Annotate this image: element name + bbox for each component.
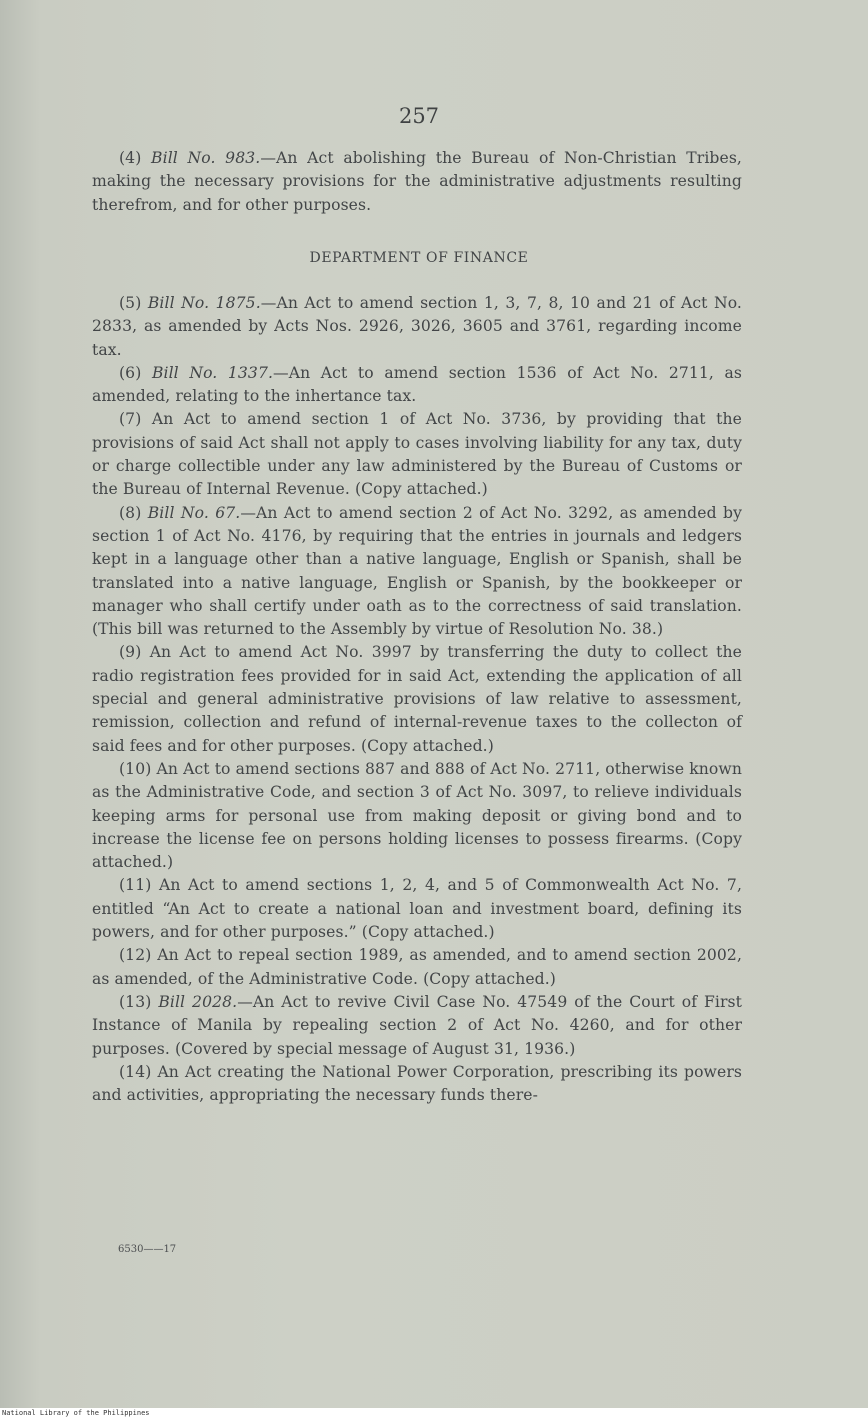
item-number: (6) — [119, 363, 142, 382]
bill-reference: Bill No. 67. — [147, 503, 241, 522]
paragraph — [92, 758, 742, 874]
paragraph — [92, 292, 742, 362]
paragraph-text: An Act creating the National Power Corporation, prescribing its powers and activities, appropriating the necessary funds there- — [92, 1062, 742, 1105]
item-number: (5) — [119, 294, 142, 312]
intro-block — [92, 147, 742, 217]
bill-reference: Bill 2028. — [158, 992, 238, 1011]
paragraph-text: —An Act to amend section 1, 3, 7, 8, 10 and 21 of Act No. 2833, as amended by Acts Nos. 2926, 3026, 3605 and 3761, regarding income tax. — [92, 294, 742, 359]
item-number: (10) — [119, 759, 152, 778]
item-number: (13) — [119, 992, 152, 1011]
finance-items — [92, 292, 742, 1107]
paragraph — [92, 944, 742, 991]
item-number: (8) — [119, 503, 142, 522]
paragraph — [92, 147, 742, 217]
printer-signature-mark: 6530——17 — [118, 1244, 177, 1255]
item-number: (9) — [119, 643, 142, 662]
paragraph — [92, 1061, 742, 1108]
paragraph — [92, 408, 742, 501]
item-number: (12) — [119, 946, 152, 965]
paragraph — [92, 874, 742, 944]
page-number: 257 — [398, 104, 440, 128]
paragraph — [92, 362, 742, 409]
paragraph — [92, 641, 742, 757]
library-footer: National Library of the Philippines — [0, 1408, 868, 1418]
item-number: (4) — [119, 149, 142, 167]
paragraph-text: An Act to amend Act No. 3997 by transferring the duty to collect the radio registration fees provided for in said Act, extending the application of all special and general administrative provisions of law relative to assessment, remission, collection and refund of internal-revenue taxes to the collecton of said fees and for other purposes. (Copy attached.) — [92, 643, 743, 755]
paragraph-text: An Act to amend sections 1, 2, 4, and 5 of Commonwealth Act No. 7, entitled “An Act to create a national loan and investment board, defining its powers, and for other purposes.” (Copy attached.) — [92, 876, 743, 942]
section-heading: DEPARTMENT OF FINANCE — [309, 250, 529, 266]
paragraph-text: An Act to repeal section 1989, as amended, and to amend section 2002, as amended, of the Administrative Code. (Copy attached.) — [92, 946, 743, 988]
item-number: (14) — [119, 1062, 152, 1081]
paragraph-text: —An Act abolishing the Bureau of Non-Christian Tribes, making the necessary provisions for the administrative adjustments resulting therefrom, and for other purposes. — [92, 149, 742, 214]
paragraph-text: An Act to amend sections 887 and 888 of Act No. 2711, otherwise known as the Administrative Code, and section 3 of Act No. 3097, to relieve individuals keeping arms for personal use from making deposit or giving bond and to increase the license fee on persons holding licenses to possess firearms. (Copy attached.) — [92, 759, 742, 872]
bill-reference: Bill No. 983. — [151, 149, 261, 167]
paragraph-text: —An Act to amend section 1536 of Act No. 2711, as amended, relating to the inhertance tax. — [92, 363, 743, 406]
paragraph-text: —An Act to revive Civil Case No. 47549 of the Court of First Instance of Manila by repealing section 2 of Act No. 4260, and for other purposes. (Covered by special message of August 31, 1936.) — [92, 992, 742, 1058]
paragraph — [92, 991, 742, 1061]
paragraph — [92, 502, 742, 642]
item-number: (11) — [119, 876, 152, 895]
item-number: (7) — [119, 410, 142, 429]
paragraph-text: An Act to amend section 1 of Act No. 3736, by providing that the provisions of said Act shall not apply to cases involving liability for any tax, duty or charge collectible under any law administered by the Bureau of Customs or the Bureau of Internal Revenue. (Copy attached.) — [92, 410, 742, 499]
bill-reference: Bill No. 1875. — [147, 294, 261, 312]
paragraph-text: —An Act to amend section 2 of Act No. 3292, as amended by section 1 of Act No. 4176, by requiring that the entries in journals and ledgers kept in a language other than a native language, English or Spanish, shall be translated into a native language, English or Spanish, by the bookkeeper or manager who shall certify under oath as to the correctness of said translation. (This bill was returned to the Assembly by virtue of Resolution No. 38.) — [92, 503, 742, 639]
bill-reference: Bill No. 1337. — [151, 363, 274, 382]
